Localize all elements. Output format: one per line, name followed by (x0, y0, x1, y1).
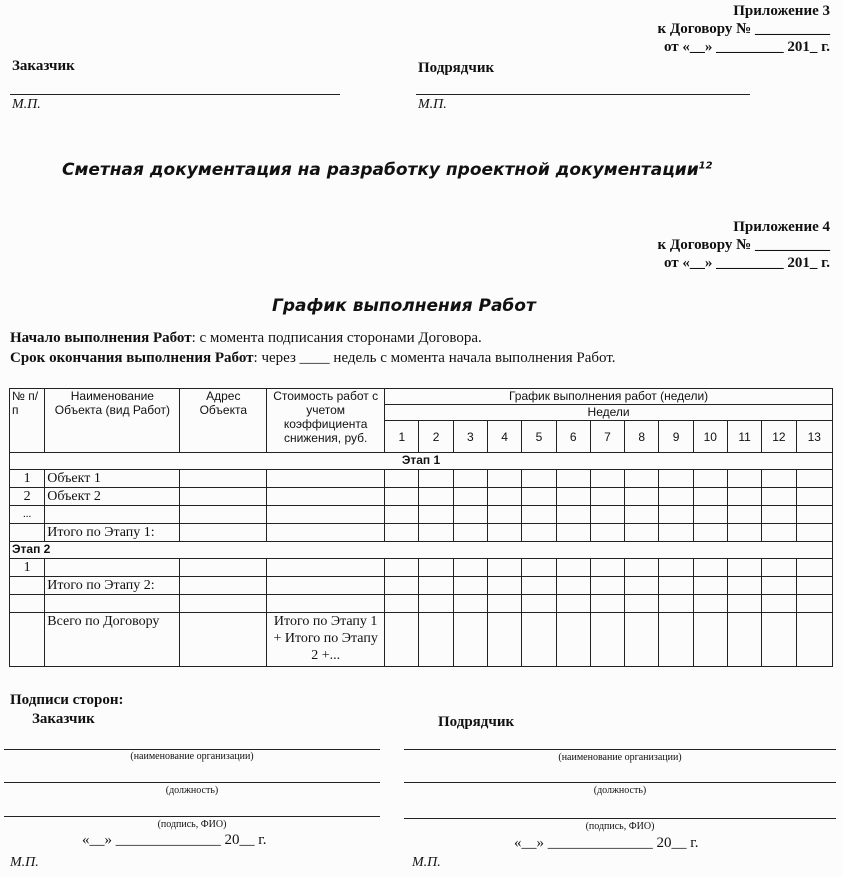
table-row (10, 506, 833, 524)
object-name: Объект 2 (45, 488, 180, 506)
contractor-position-caption: (должность) (593, 785, 647, 796)
week-6: 6 (556, 421, 590, 453)
week-3: 3 (453, 421, 487, 453)
stage1-total-label: Итого по Этапу 1: (45, 524, 180, 542)
appendix4-contract: к Договору № __________ (657, 237, 830, 253)
appendix4-title: Приложение 4 (733, 219, 830, 235)
object-name: Объект 1 (45, 470, 180, 488)
header-row-1 (10, 389, 833, 405)
schedule-title: График выполнения Работ (272, 296, 536, 316)
schedule-weeks-header: График выполнения работ (недели) (385, 389, 833, 405)
row-number: 1 (10, 559, 45, 577)
appendix4-date: от «__» _________ 201_ г. (663, 255, 830, 271)
customer-line-top (10, 94, 340, 95)
grand-total-cost: Итого по Этапу 1 + Итого по Этапу 2 +... (267, 613, 385, 667)
week-11: 11 (727, 421, 761, 453)
customer-position-line (4, 782, 380, 783)
week-9: 9 (659, 421, 693, 453)
contractor-stamp-top: М.П. (418, 97, 447, 112)
contractor-position-line (404, 782, 836, 783)
end-text: : через ____ недель с момента начала выполнения Работ. (253, 350, 616, 366)
week-13: 13 (796, 421, 832, 453)
stage2-label: Этап 2 (10, 542, 833, 559)
start-paragraph (10, 330, 482, 347)
customer-org-caption: (наименование организации) (130, 751, 254, 762)
customer-position-caption: (должность) (165, 785, 219, 796)
week-8: 8 (625, 421, 659, 453)
estimate-title-text: Сметная документация на разработку проектной документации (62, 160, 699, 180)
col-name-header: Наименование Объекта (вид Работ) (45, 389, 180, 453)
appendix4-block (658, 218, 831, 272)
row-number: 2 (10, 488, 45, 506)
col-cost-header: Стоимость работ с учетом коэффициента снижения, руб. (267, 389, 385, 453)
customer-org-line (4, 749, 380, 750)
week-7: 7 (590, 421, 624, 453)
contractor-date: «__» ______________ 20__ г. (514, 835, 699, 851)
estimate-footnote-mark: 12 (698, 160, 713, 172)
table-row (10, 559, 833, 577)
week-4: 4 (487, 421, 521, 453)
stage2-total-row (10, 577, 833, 595)
customer-sign-caption: (подпись, ФИО) (157, 819, 227, 830)
row-number: 1 (10, 470, 45, 488)
col-num-header: № п/п (10, 389, 45, 453)
stage2-row (10, 542, 833, 559)
appendix3-title: Приложение 3 (733, 3, 830, 19)
contractor-label-sign: Подрядчик (438, 714, 515, 730)
appendix3-block (658, 2, 831, 56)
col-address-header: Адрес Объекта (180, 389, 267, 453)
grand-total-row (10, 613, 833, 667)
stage1-total-row (10, 524, 833, 542)
end-paragraph (10, 350, 616, 367)
week-12: 12 (762, 421, 796, 453)
stage1-label: Этап 1 (10, 453, 833, 470)
customer-date: «__» ______________ 20__ г. (82, 832, 267, 848)
start-text: : с момента подписания сторонами Договора. (191, 330, 482, 346)
week-10: 10 (693, 421, 727, 453)
signatures-title: Подписи сторон: (10, 692, 124, 708)
stage2-total-label: Итого по Этапу 2: (45, 577, 180, 595)
row-number: ... (10, 506, 45, 524)
grand-total-label: Всего по Договору (45, 613, 180, 667)
table-row (10, 488, 833, 506)
stage1-row (10, 453, 833, 470)
week-5: 5 (522, 421, 556, 453)
contractor-sign-line (404, 818, 836, 819)
week-1: 1 (385, 421, 419, 453)
contractor-org-caption: (наименование организации) (558, 752, 682, 763)
table-row (10, 595, 833, 613)
estimate-title (62, 160, 713, 180)
table-row (10, 470, 833, 488)
customer-sign-line (4, 816, 380, 817)
customer-stamp: М.П. (10, 855, 39, 870)
schedule-table (9, 388, 833, 667)
appendix3-contract: к Договору № __________ (657, 21, 830, 37)
contractor-org-line (404, 749, 836, 750)
contractor-sign-caption: (подпись, ФИО) (585, 821, 655, 832)
end-label: Срок окончания выполнения Работ (10, 350, 254, 366)
contractor-line-top (416, 94, 750, 95)
customer-stamp-top: М.П. (12, 97, 41, 112)
week-2: 2 (419, 421, 453, 453)
start-label: Начало выполнения Работ (10, 330, 192, 346)
customer-label-sign: Заказчик (32, 711, 95, 727)
appendix3-date: от «__» _________ 201_ г. (663, 39, 830, 55)
contractor-stamp: М.П. (412, 855, 441, 870)
weeks-subheader: Недели (385, 405, 833, 421)
contractor-label-top: Подрядчик (418, 60, 495, 76)
customer-label-top: Заказчик (12, 58, 75, 74)
